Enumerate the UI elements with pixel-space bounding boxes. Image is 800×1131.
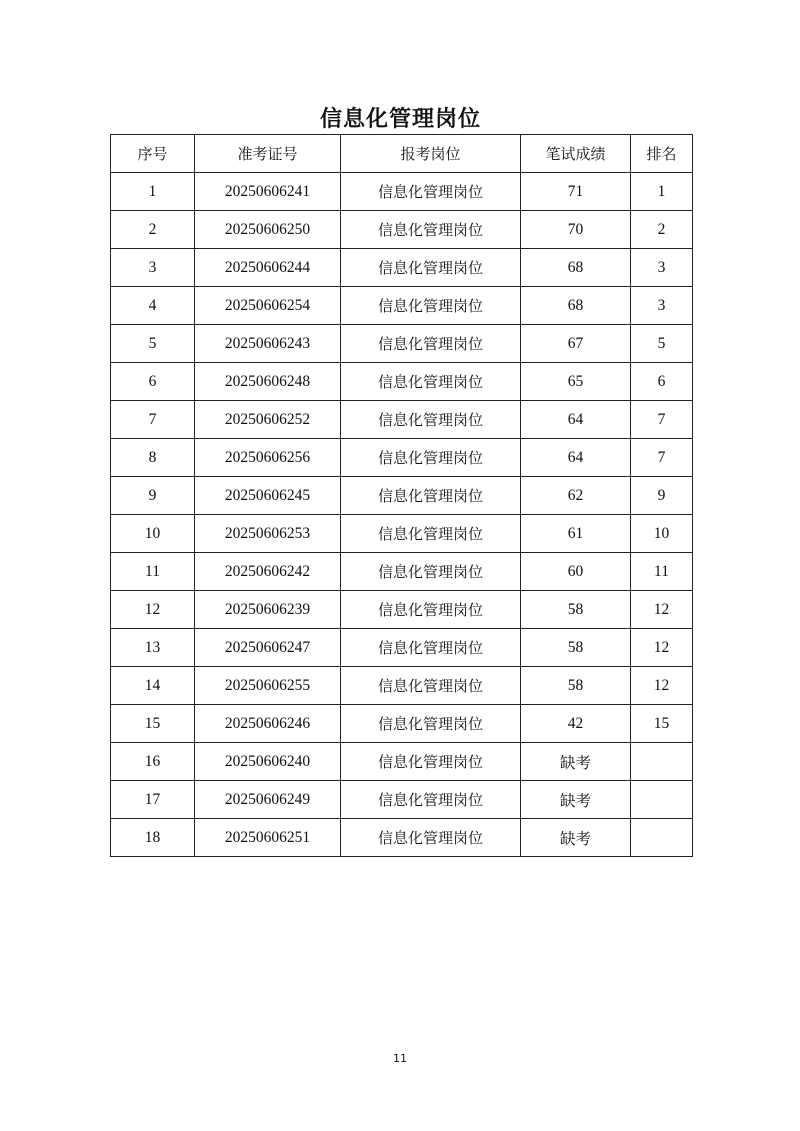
cell-score: 缺考	[521, 819, 631, 857]
cell-index: 6	[111, 363, 195, 401]
table-row	[111, 743, 693, 781]
table-row	[111, 211, 693, 249]
cell-position: 信息化管理岗位	[341, 629, 521, 667]
cell-index: 17	[111, 781, 195, 819]
table-row	[111, 477, 693, 515]
cell-position: 信息化管理岗位	[341, 667, 521, 705]
cell-score: 58	[521, 667, 631, 705]
table-row	[111, 173, 693, 211]
cell-rank	[631, 819, 693, 857]
cell-index: 5	[111, 325, 195, 363]
cell-score: 缺考	[521, 781, 631, 819]
cell-rank	[631, 743, 693, 781]
cell-score: 71	[521, 173, 631, 211]
cell-exam-id: 20250606250	[195, 211, 341, 249]
cell-rank: 15	[631, 705, 693, 743]
cell-rank: 9	[631, 477, 693, 515]
cell-exam-id: 20250606240	[195, 743, 341, 781]
cell-rank: 1	[631, 173, 693, 211]
cell-rank: 11	[631, 553, 693, 591]
cell-exam-id: 20250606244	[195, 249, 341, 287]
cell-position: 信息化管理岗位	[341, 553, 521, 591]
cell-position: 信息化管理岗位	[341, 591, 521, 629]
cell-rank: 12	[631, 591, 693, 629]
cell-score: 61	[521, 515, 631, 553]
cell-index: 16	[111, 743, 195, 781]
cell-index: 3	[111, 249, 195, 287]
cell-index: 14	[111, 667, 195, 705]
cell-rank: 3	[631, 249, 693, 287]
cell-score: 67	[521, 325, 631, 363]
cell-exam-id: 20250606256	[195, 439, 341, 477]
cell-rank: 12	[631, 629, 693, 667]
table-row	[111, 287, 693, 325]
cell-score: 68	[521, 287, 631, 325]
cell-rank: 2	[631, 211, 693, 249]
cell-exam-id: 20250606245	[195, 477, 341, 515]
cell-score: 42	[521, 705, 631, 743]
header-score: 笔试成绩	[521, 135, 631, 173]
header-exam-id: 准考证号	[195, 135, 341, 173]
cell-score: 58	[521, 591, 631, 629]
cell-index: 7	[111, 401, 195, 439]
page-number: 11	[393, 1052, 407, 1065]
cell-rank: 6	[631, 363, 693, 401]
cell-score: 62	[521, 477, 631, 515]
table-row	[111, 363, 693, 401]
cell-position: 信息化管理岗位	[341, 211, 521, 249]
table-row	[111, 819, 693, 857]
cell-exam-id: 20250606239	[195, 591, 341, 629]
cell-position: 信息化管理岗位	[341, 743, 521, 781]
cell-index: 2	[111, 211, 195, 249]
header-rank: 排名	[631, 135, 693, 173]
cell-rank: 5	[631, 325, 693, 363]
cell-position: 信息化管理岗位	[341, 363, 521, 401]
cell-index: 4	[111, 287, 195, 325]
table-body	[111, 173, 693, 857]
cell-position: 信息化管理岗位	[341, 439, 521, 477]
cell-score: 65	[521, 363, 631, 401]
cell-exam-id: 20250606246	[195, 705, 341, 743]
table-row	[111, 439, 693, 477]
cell-position: 信息化管理岗位	[341, 819, 521, 857]
table-row	[111, 591, 693, 629]
cell-position: 信息化管理岗位	[341, 781, 521, 819]
cell-exam-id: 20250606248	[195, 363, 341, 401]
cell-index: 9	[111, 477, 195, 515]
header-position: 报考岗位	[341, 135, 521, 173]
cell-exam-id: 20250606242	[195, 553, 341, 591]
score-table	[110, 134, 693, 857]
cell-rank: 10	[631, 515, 693, 553]
page-title: 信息化管理岗位	[319, 107, 481, 132]
cell-index: 13	[111, 629, 195, 667]
cell-index: 8	[111, 439, 195, 477]
table-header-row	[111, 135, 693, 173]
cell-score: 64	[521, 439, 631, 477]
table-row	[111, 667, 693, 705]
cell-rank: 12	[631, 667, 693, 705]
cell-position: 信息化管理岗位	[341, 325, 521, 363]
cell-index: 18	[111, 819, 195, 857]
cell-position: 信息化管理岗位	[341, 401, 521, 439]
cell-position: 信息化管理岗位	[341, 477, 521, 515]
cell-position: 信息化管理岗位	[341, 287, 521, 325]
cell-position: 信息化管理岗位	[341, 173, 521, 211]
cell-score: 70	[521, 211, 631, 249]
cell-exam-id: 20250606243	[195, 325, 341, 363]
cell-exam-id: 20250606253	[195, 515, 341, 553]
cell-rank	[631, 781, 693, 819]
cell-index: 11	[111, 553, 195, 591]
header-index: 序号	[111, 135, 195, 173]
cell-score: 64	[521, 401, 631, 439]
table-row	[111, 781, 693, 819]
cell-score: 缺考	[521, 743, 631, 781]
cell-index: 10	[111, 515, 195, 553]
cell-score: 60	[521, 553, 631, 591]
cell-exam-id: 20250606251	[195, 819, 341, 857]
table-row	[111, 705, 693, 743]
table-row	[111, 553, 693, 591]
cell-position: 信息化管理岗位	[341, 515, 521, 553]
cell-index: 15	[111, 705, 195, 743]
cell-score: 58	[521, 629, 631, 667]
table-row	[111, 325, 693, 363]
cell-exam-id: 20250606254	[195, 287, 341, 325]
cell-exam-id: 20250606252	[195, 401, 341, 439]
table-row	[111, 629, 693, 667]
cell-exam-id: 20250606247	[195, 629, 341, 667]
cell-score: 68	[521, 249, 631, 287]
cell-index: 1	[111, 173, 195, 211]
cell-exam-id: 20250606255	[195, 667, 341, 705]
cell-rank: 3	[631, 287, 693, 325]
table-row	[111, 515, 693, 553]
cell-position: 信息化管理岗位	[341, 705, 521, 743]
cell-exam-id: 20250606241	[195, 173, 341, 211]
cell-rank: 7	[631, 401, 693, 439]
table-row	[111, 249, 693, 287]
cell-position: 信息化管理岗位	[341, 249, 521, 287]
cell-rank: 7	[631, 439, 693, 477]
table-row	[111, 401, 693, 439]
cell-index: 12	[111, 591, 195, 629]
cell-exam-id: 20250606249	[195, 781, 341, 819]
